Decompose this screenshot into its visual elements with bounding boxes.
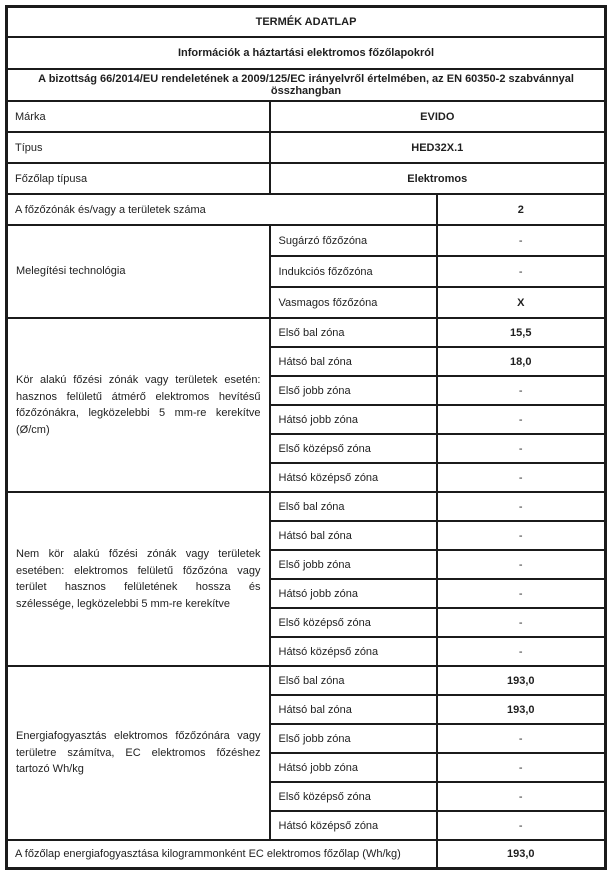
zone-label: Hátsó bal zóna: [270, 695, 437, 724]
datasheet-table: [5, 5, 607, 870]
zone-label: Első középső zóna: [270, 608, 437, 637]
zones-count-value: 2: [437, 194, 606, 225]
brand-row: [7, 101, 606, 132]
circular-zones-row: [7, 318, 606, 347]
zone-value: -: [437, 521, 606, 550]
hob-energy-total-label: A főzőlap energiafogyasztása kilogrammonként EC elektromos főzőlap (Wh/kg): [7, 840, 437, 868]
hob-type-row: [7, 163, 606, 194]
zone-value: -: [437, 463, 606, 492]
heating-tech-row: [7, 225, 606, 256]
zone-value: -: [437, 724, 606, 753]
type-row: [7, 132, 606, 163]
regulation-text: A bizottság 66/2014/EU rendeletének a 2009/125/EC irányelvről értelmében, az EN 60350-2 szabvánnyal összhangban: [7, 69, 606, 101]
hob-type-value: Elektromos: [270, 163, 606, 194]
zone-value: -: [437, 782, 606, 811]
zone-label: Hátsó jobb zóna: [270, 405, 437, 434]
zone-label: Első középső zóna: [270, 434, 437, 463]
energy-zones-section-label: Energiafogyasztás elektromos főzőzónára vagy területre számítva, EC elektromos főzéshez tartozó Wh/kg: [7, 666, 270, 840]
zone-value: -: [437, 753, 606, 782]
regulation-row: [7, 69, 606, 101]
zone-label: Hátsó középső zóna: [270, 637, 437, 666]
zone-label: Hátsó középső zóna: [270, 463, 437, 492]
heating-tech-section-label: Melegítési technológia: [7, 225, 270, 318]
zone-label: Első jobb zóna: [270, 550, 437, 579]
zone-value: -: [437, 256, 606, 287]
zone-label: Hátsó jobb zóna: [270, 579, 437, 608]
zone-value: -: [437, 811, 606, 840]
zone-label: Első jobb zóna: [270, 376, 437, 405]
sheet-title: TERMÉK ADATLAP: [7, 7, 606, 38]
hob-type-label: Főzőlap típusa: [7, 163, 270, 194]
type-value: HED32X.1: [270, 132, 606, 163]
zone-label: Hátsó bal zóna: [270, 347, 437, 376]
zone-label: Első jobb zóna: [270, 724, 437, 753]
zone-label: Hátsó jobb zóna: [270, 753, 437, 782]
type-label: Típus: [7, 132, 270, 163]
zones-count-row: [7, 194, 606, 225]
energy-zones-row: [7, 666, 606, 695]
zone-value: -: [437, 608, 606, 637]
hob-energy-total-row: [7, 840, 606, 868]
zone-label: Első bal zóna: [270, 666, 437, 695]
zone-value: 15,5: [437, 318, 606, 347]
zone-value: 193,0: [437, 695, 606, 724]
zone-label: Sugárzó főzőzóna: [270, 225, 437, 256]
zone-label: Első bal zóna: [270, 492, 437, 521]
subtitle-row: [7, 37, 606, 69]
brand-value: EVIDO: [270, 101, 606, 132]
sheet-subtitle: Információk a háztartási elektromos főzőlapokról: [7, 37, 606, 69]
zone-value: X: [437, 287, 606, 318]
title-row: [7, 7, 606, 38]
zones-count-label: A főzőzónák és/vagy a területek száma: [7, 194, 437, 225]
zone-label: Első középső zóna: [270, 782, 437, 811]
zone-value: -: [437, 225, 606, 256]
circular-zones-section-label: Kör alakú főzési zónák vagy területek esetén: hasznos felületű átmérő elektromos hevítésű főzőzónákra, legközelebbi 5 mm-re kerekítve (Ø/cm): [7, 318, 270, 492]
zone-value: -: [437, 550, 606, 579]
brand-label: Márka: [7, 101, 270, 132]
zone-label: Hátsó középső zóna: [270, 811, 437, 840]
zone-label: Első bal zóna: [270, 318, 437, 347]
zone-value: 18,0: [437, 347, 606, 376]
hob-energy-total-value: 193,0: [437, 840, 606, 868]
zone-value: -: [437, 434, 606, 463]
zone-value: -: [437, 376, 606, 405]
noncircular-zones-section-label: Nem kör alakú főzési zónák vagy területek esetében: elektromos felületű főzőzóna vagy terület hasznos felületének hossza és szélessége, legközelebbi 5 mm-re kerekítve: [7, 492, 270, 666]
zone-value: -: [437, 579, 606, 608]
zone-value: -: [437, 405, 606, 434]
zone-label: Hátsó bal zóna: [270, 521, 437, 550]
zone-value: -: [437, 492, 606, 521]
zone-value: 193,0: [437, 666, 606, 695]
noncircular-zones-row: [7, 492, 606, 521]
zone-value: -: [437, 637, 606, 666]
zone-label: Vasmagos főzőzóna: [270, 287, 437, 318]
zone-label: Indukciós főzőzóna: [270, 256, 437, 287]
